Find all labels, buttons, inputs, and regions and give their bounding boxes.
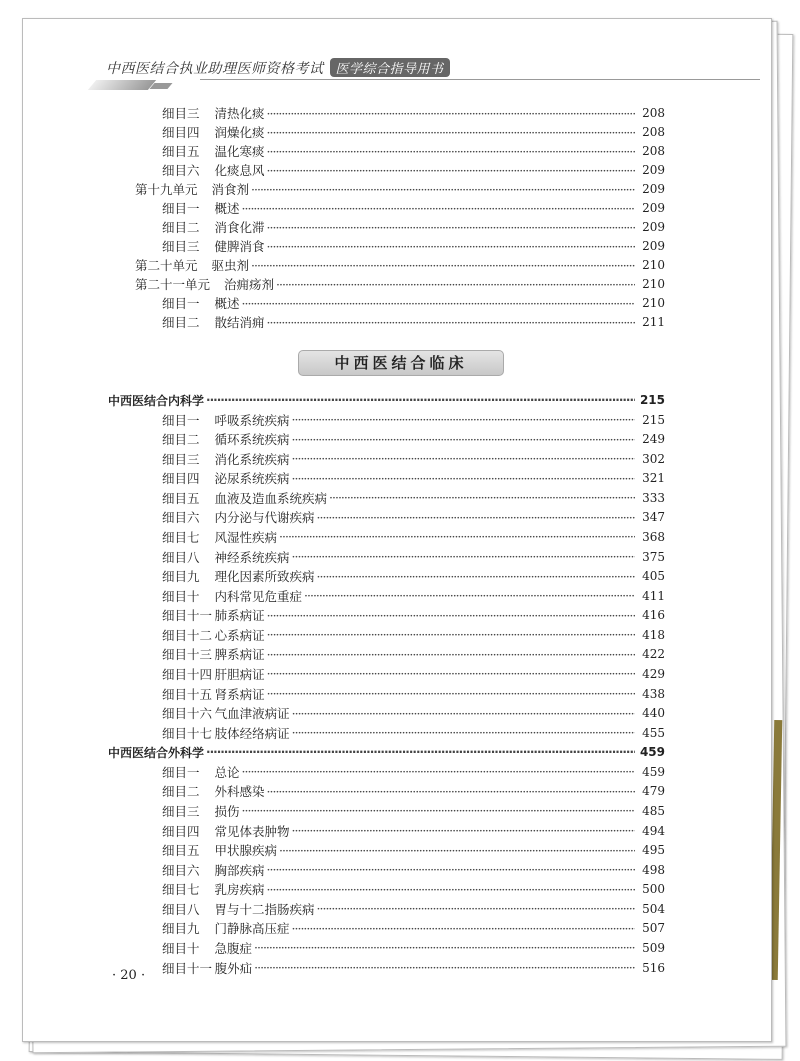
toc-entry-label: 细目一 — [162, 764, 200, 780]
dot-leader — [254, 940, 635, 955]
toc-entry[interactable] — [135, 180, 665, 199]
dot-leader — [267, 239, 635, 254]
dot-leader — [317, 510, 635, 525]
toc-entry-label: 细目九 — [162, 921, 200, 937]
toc-entry[interactable] — [135, 275, 665, 294]
dot-leader — [267, 784, 635, 799]
toc-entry-page: 495 — [642, 843, 665, 858]
toc-entry-label: 细目五 — [162, 144, 200, 159]
toc-entry-title: 外科感染 — [214, 784, 265, 800]
toc-entry-page: 500 — [642, 882, 665, 897]
toc-entry-label: 第二十一单元 — [135, 277, 211, 292]
dot-leader — [292, 471, 635, 486]
toc-entry-label: 第二十单元 — [135, 258, 198, 273]
toc-entry-page: 485 — [642, 803, 665, 818]
toc-entry-title: 温化寒痰 — [214, 144, 265, 159]
toc-entry[interactable] — [162, 237, 665, 256]
dot-leader — [317, 901, 635, 916]
dot-leader — [267, 686, 635, 701]
toc-entry-label: 细目四 — [162, 125, 200, 140]
toc-entry-title: 急腹症 — [214, 940, 253, 956]
toc-entry-page: 215 — [642, 412, 665, 427]
toc-entry-label: 细目八 — [162, 549, 200, 565]
toc-entry-label: 细目一 — [162, 201, 200, 216]
toc-entry-label: 细目四 — [162, 823, 200, 839]
toc-entry[interactable] — [162, 142, 665, 161]
toc-entry-page: 321 — [642, 471, 665, 486]
toc-entry-label: 细目六 — [162, 862, 200, 878]
toc-entry-label: 细目一 — [162, 412, 200, 428]
toc-entry-label: 细目九 — [162, 569, 200, 585]
toc-entry[interactable] — [108, 743, 665, 762]
dot-leader — [292, 725, 635, 740]
toc-entry-label: 细目五 — [162, 490, 200, 506]
toc-entry-title: 消食化滞 — [214, 220, 265, 235]
dot-leader — [254, 960, 635, 975]
toc-entry-page: 368 — [642, 529, 665, 544]
toc-entry-title: 肢体经络病证 — [214, 725, 290, 741]
dot-leader — [267, 220, 635, 235]
toc-entry[interactable] — [162, 899, 665, 918]
toc-entry-title: 健脾消食 — [214, 239, 265, 254]
toc-entry[interactable] — [162, 880, 665, 899]
dot-leader — [267, 315, 635, 330]
toc-entry-title: 常见体表肿物 — [214, 823, 290, 839]
dot-leader — [279, 843, 635, 858]
dot-leader — [242, 296, 635, 311]
toc-entry-label: 细目五 — [162, 843, 200, 859]
toc-entry-title: 血液及造血系统疾病 — [214, 490, 328, 506]
toc-entry-label: 细目三 — [162, 451, 200, 467]
dot-leader — [329, 490, 635, 505]
toc-entry[interactable] — [162, 704, 665, 723]
toc-entry-page: 209 — [642, 201, 665, 215]
toc-entry[interactable] — [162, 161, 665, 180]
toc-entry-label: 细目二 — [162, 784, 200, 800]
toc-entry-label: 细目三 — [162, 239, 200, 254]
toc-entry[interactable] — [162, 449, 665, 468]
toc-entry-title: 气血津液病证 — [214, 706, 290, 722]
toc-entry-page: 479 — [642, 784, 665, 799]
toc-entry-label: 细目二 — [162, 220, 200, 235]
toc-entry-label: 细目六 — [162, 163, 200, 178]
toc-entry-page: 302 — [642, 451, 665, 466]
dot-leader — [317, 569, 635, 584]
toc-entry-label: 细目一 — [162, 296, 200, 311]
dot-leader — [292, 549, 635, 564]
dot-leader — [304, 588, 635, 603]
toc-entry[interactable] — [162, 527, 665, 546]
toc-entry-title: 甲状腺疾病 — [214, 843, 278, 859]
toc-entry-label: 细目十 — [162, 588, 200, 604]
toc-entry-title: 治痈疡剂 — [224, 277, 275, 292]
toc-entry-label: 第十九单元 — [135, 182, 198, 197]
toc-entry-page: 210 — [642, 258, 665, 272]
toc-entry-page: 438 — [642, 686, 665, 701]
toc-entry-label: 细目十一 — [162, 960, 213, 976]
toc-entry-page: 429 — [642, 666, 665, 681]
toc-entry-page: 494 — [642, 823, 665, 838]
toc-entry-page: 215 — [639, 393, 665, 407]
toc-entry-title: 理化因素所致疾病 — [214, 569, 315, 585]
dot-leader — [267, 862, 635, 877]
toc-entry-page: 422 — [642, 647, 665, 662]
header-tag: 医学综合指导用书 — [330, 58, 450, 77]
toc-entry[interactable] — [162, 958, 665, 977]
toc-entry[interactable] — [162, 782, 665, 801]
toc-entry[interactable] — [162, 938, 665, 957]
dot-leader — [251, 258, 635, 273]
toc-entry[interactable] — [162, 218, 665, 237]
toc-entry[interactable] — [135, 256, 665, 275]
toc-entry-page: 455 — [642, 725, 665, 740]
toc-entry-title: 化痰息风 — [214, 163, 265, 178]
dot-leader — [206, 745, 635, 759]
toc-entry-title: 驱虫剂 — [211, 258, 250, 273]
toc-entry[interactable] — [162, 586, 665, 605]
toc-entry[interactable] — [162, 123, 665, 142]
dot-leader — [292, 412, 635, 427]
toc-entry-label: 细目十四 — [162, 666, 213, 682]
toc-entry-title: 消化系统疾病 — [214, 451, 290, 467]
toc-entry-page: 509 — [642, 940, 665, 955]
toc-entry[interactable] — [162, 410, 665, 429]
toc-entry-page: 211 — [642, 315, 665, 329]
toc-entry-title: 泌尿系统疾病 — [214, 471, 290, 487]
dot-leader — [267, 163, 635, 178]
toc-entry-title: 散结消痈 — [214, 315, 265, 330]
dot-leader — [276, 277, 635, 292]
toc-entry-label: 细目十二 — [162, 627, 213, 643]
dot-leader — [292, 823, 635, 838]
dot-leader — [267, 106, 635, 121]
toc-entry-page: 208 — [642, 106, 665, 120]
toc-entry-title: 胸部疾病 — [214, 862, 265, 878]
toc-entry-title: 内分泌与代谢疾病 — [214, 510, 315, 526]
toc-entry-page: 507 — [642, 921, 665, 936]
toc-entry-page: 209 — [642, 163, 665, 177]
toc-entry[interactable] — [162, 684, 665, 703]
toc-entry-label: 细目三 — [162, 106, 200, 121]
toc-entry-title: 肺系病证 — [214, 608, 265, 624]
toc-entry-label: 细目七 — [162, 529, 200, 545]
toc-entry-page: 516 — [642, 960, 665, 975]
toc-entry-title: 呼吸系统疾病 — [214, 412, 290, 428]
toc-entry-title: 循环系统疾病 — [214, 432, 290, 448]
dot-leader — [292, 432, 635, 447]
toc-entry-page: 209 — [642, 220, 665, 234]
header-title: 中西医结合执业助理医师资格考试 — [106, 61, 324, 77]
toc-entry[interactable] — [162, 841, 665, 860]
toc-entry-page: 459 — [639, 745, 665, 760]
toc-entry[interactable] — [162, 430, 665, 449]
toc-entry[interactable] — [162, 919, 665, 938]
toc-entry-label: 细目二 — [162, 315, 200, 330]
toc-entry-label: 细目八 — [162, 901, 200, 917]
toc-entry-page: 209 — [642, 182, 665, 196]
toc-entry-title: 肝胆病证 — [214, 666, 265, 682]
toc-entry-title: 清热化痰 — [214, 106, 265, 121]
toc-entry[interactable] — [162, 469, 665, 488]
header-decoration — [88, 80, 156, 90]
toc-entry-title: 损伤 — [214, 803, 240, 819]
toc-entry-page: 249 — [642, 432, 665, 447]
toc-entry[interactable] — [162, 723, 665, 742]
dot-leader — [242, 803, 635, 818]
running-header — [106, 58, 450, 78]
toc-entry[interactable] — [162, 860, 665, 879]
toc-entry-page: 459 — [642, 764, 665, 779]
page-number: · 20 · — [112, 968, 146, 983]
dot-leader — [242, 201, 635, 216]
toc-entry-label: 细目二 — [162, 432, 200, 448]
toc-entry-title: 心系病证 — [214, 627, 265, 643]
toc-entry-label: 细目十三 — [162, 647, 213, 663]
dot-leader — [267, 647, 635, 662]
dot-leader — [292, 921, 635, 936]
toc-entry-label: 细目四 — [162, 471, 200, 487]
header-rule — [200, 79, 760, 80]
toc-entry-label: 细目十一 — [162, 608, 213, 624]
toc-entry-title: 内科常见危重症 — [214, 588, 303, 604]
toc-entry-title: 概述 — [214, 201, 240, 216]
toc-entry[interactable] — [162, 762, 665, 781]
toc-entry[interactable] — [162, 547, 665, 566]
toc-entry-page: 416 — [642, 608, 665, 623]
toc-entry-page: 504 — [642, 901, 665, 916]
toc-entry-title: 乳房疾病 — [214, 882, 265, 898]
toc-entry-title: 概述 — [214, 296, 240, 311]
toc-entry-title: 胃与十二指肠疾病 — [214, 901, 315, 917]
toc-entry[interactable] — [108, 391, 665, 410]
dot-leader — [242, 764, 635, 779]
toc-entry-title: 中西医结合外科学 — [108, 745, 205, 760]
toc-entry-page: 209 — [642, 239, 665, 253]
toc-entry-page: 418 — [642, 627, 665, 642]
toc-entry-title: 门静脉高压症 — [214, 921, 290, 937]
toc-entry-title: 风湿性疾病 — [214, 529, 278, 545]
toc-entry-page: 498 — [642, 862, 665, 877]
toc-entry-label: 细目十 — [162, 940, 200, 956]
toc-entry-title: 肾系病证 — [214, 686, 265, 702]
toc-entry[interactable] — [162, 313, 665, 332]
toc-entry[interactable] — [162, 664, 665, 683]
toc-entry-page: 405 — [642, 569, 665, 584]
toc-entry-label: 细目三 — [162, 803, 200, 819]
toc-entry[interactable] — [162, 199, 665, 218]
toc-entry-title: 润燥化痰 — [214, 125, 265, 140]
toc-entry-label: 细目六 — [162, 510, 200, 526]
toc-entry-title: 腹外疝 — [214, 960, 253, 976]
toc-entry[interactable] — [162, 821, 665, 840]
toc-entry[interactable] — [162, 488, 665, 507]
toc-entry-title: 神经系统疾病 — [214, 549, 290, 565]
dot-leader — [267, 627, 635, 642]
toc-entry-title: 中西医结合内科学 — [108, 393, 205, 408]
toc-entry[interactable] — [162, 567, 665, 586]
dot-leader — [292, 451, 635, 466]
toc-entry-page: 440 — [642, 706, 665, 721]
toc-entry[interactable] — [162, 508, 665, 527]
dot-leader — [251, 182, 635, 197]
toc-entry-label: 细目十六 — [162, 706, 213, 722]
toc-entry-label: 细目十七 — [162, 725, 213, 741]
toc-entry-page: 208 — [642, 125, 665, 139]
dot-leader — [292, 706, 635, 721]
toc-entry-title: 消食剂 — [211, 182, 250, 197]
dot-leader — [267, 882, 635, 897]
toc-entry-page: 375 — [642, 549, 665, 564]
toc-entry-label: 细目十五 — [162, 686, 213, 702]
toc-entry-title: 总论 — [214, 764, 240, 780]
toc-entry[interactable] — [162, 104, 665, 123]
toc-entry-label: 细目七 — [162, 882, 200, 898]
dot-leader — [267, 608, 635, 623]
dot-leader — [267, 125, 635, 140]
toc-entry-page: 333 — [642, 490, 665, 505]
toc-entry[interactable] — [162, 606, 665, 625]
toc-entry[interactable] — [162, 294, 665, 313]
toc-entry-page: 411 — [642, 588, 665, 603]
toc-entry-page: 210 — [642, 277, 665, 291]
dot-leader — [279, 529, 635, 544]
section-banner: 中西医结合临床 — [298, 350, 504, 376]
dot-leader — [267, 144, 635, 159]
toc-entry[interactable] — [162, 801, 665, 820]
toc-entry-page: 210 — [642, 296, 665, 310]
toc-entry[interactable] — [162, 625, 665, 644]
toc-entry-title: 脾系病证 — [214, 647, 265, 663]
dot-leader — [267, 666, 635, 681]
toc-entry[interactable] — [162, 645, 665, 664]
toc-entry-page: 208 — [642, 144, 665, 158]
dot-leader — [206, 393, 635, 407]
toc-entry-page: 347 — [642, 510, 665, 525]
